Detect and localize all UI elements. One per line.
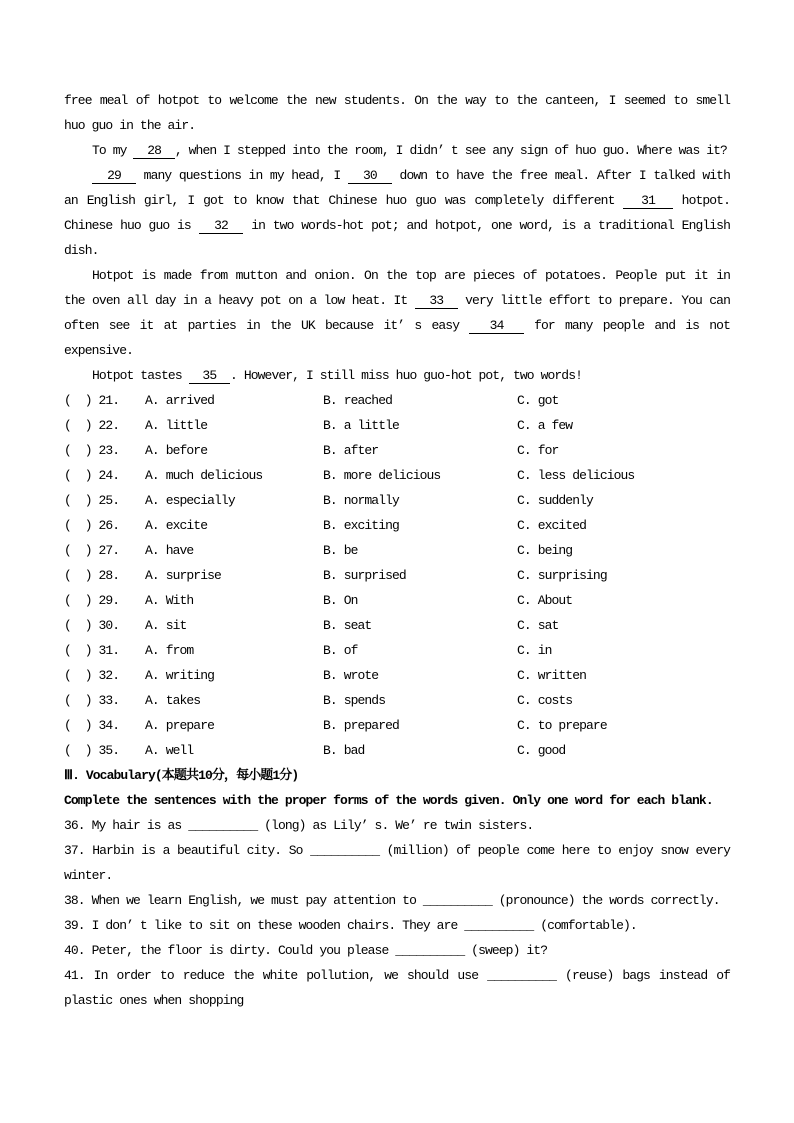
option-a: A. well [145, 743, 194, 758]
mc-question-row [64, 663, 730, 688]
mc-question-row [64, 513, 730, 538]
option-c: C. for [517, 443, 559, 458]
cloze-paragraph: 29 many questions in my head, I 30 down to have the free meal. After I talked with an English girl, I got to know that Chinese huo guo was completely different 31 hotpot. Chinese huo guo is 32 in two words-hot pot; and hotpot, one word, is a traditional English dish. [64, 168, 730, 258]
option-b: B. of [323, 643, 358, 658]
option-b: B. exciting [323, 518, 399, 533]
option-b: B. On [323, 593, 358, 608]
option-b: B. more delicious [323, 468, 441, 483]
cloze-blank: 28 [133, 143, 175, 158]
option-c: C. less delicious [517, 468, 635, 483]
option-a: A. especially [145, 493, 235, 508]
option-b: B. normally [323, 493, 399, 508]
option-c: C. suddenly [517, 493, 593, 508]
option-a: A. much delicious [145, 468, 263, 483]
cloze-blank: 30 [347, 168, 392, 183]
question-number: ( ) 32. [64, 668, 120, 683]
option-a: A. from [145, 643, 194, 658]
question-number: ( ) 28. [64, 568, 120, 583]
option-c: C. surprising [517, 568, 607, 583]
mc-question-row [64, 613, 730, 638]
mc-question-row [64, 388, 730, 413]
mc-question-row [64, 638, 730, 663]
option-a: A. little [145, 418, 208, 433]
option-c: C. costs [517, 693, 573, 708]
cloze-blank: 35 [188, 368, 231, 383]
vocab-item: 41. In order to reduce the white pollution, we should use __________ (reuse) bags instead of plastic ones when shopping [64, 968, 730, 1008]
cloze-blank: 34 [469, 318, 524, 333]
question-number: ( ) 26. [64, 518, 120, 533]
option-c: C. good [517, 743, 566, 758]
option-b: B. seat [323, 618, 372, 633]
option-c: C. written [517, 668, 587, 683]
option-a: A. With [145, 593, 194, 608]
option-b: B. spends [323, 693, 386, 708]
question-number: ( ) 25. [64, 493, 120, 508]
option-b: B. prepared [323, 718, 399, 733]
vocab-item: 39. I don’ t like to sit on these wooden chairs. They are __________ (comfortable). [64, 918, 637, 933]
question-number: ( ) 33. [64, 693, 120, 708]
option-a: A. before [145, 443, 208, 458]
vocab-item: 37. Harbin is a beautiful city. So __________ (million) of people come here to enjoy snow every winter. [64, 843, 730, 883]
option-b: B. reached [323, 393, 393, 408]
multiple-choice-list [64, 388, 730, 763]
option-c: C. a few [517, 418, 573, 433]
question-number: ( ) 30. [64, 618, 120, 633]
option-a: A. writing [145, 668, 215, 683]
option-a: A. sit [145, 618, 187, 633]
cloze-paragraph: Hotpot tastes 35 . However, I still miss huo guo-hot pot, two words! [92, 368, 583, 383]
option-c: C. to prepare [517, 718, 607, 733]
question-number: ( ) 29. [64, 593, 120, 608]
question-number: ( ) 24. [64, 468, 120, 483]
question-number: ( ) 21. [64, 393, 120, 408]
option-c: C. in [517, 643, 552, 658]
option-a: A. takes [145, 693, 201, 708]
vocab-item: 40. Peter, the floor is dirty. Could you please __________ (sweep) it? [64, 943, 548, 958]
mc-question-row [64, 713, 730, 738]
mc-question-row [64, 738, 730, 763]
mc-question-row [64, 538, 730, 563]
option-a: A. have [145, 543, 194, 558]
question-number: ( ) 23. [64, 443, 120, 458]
cloze-blank: 33 [414, 293, 458, 308]
option-a: A. arrived [145, 393, 215, 408]
mc-question-row [64, 488, 730, 513]
cloze-blank: 31 [623, 193, 673, 208]
option-c: C. excited [517, 518, 587, 533]
option-b: B. bad [323, 743, 365, 758]
cloze-passage [64, 88, 730, 388]
cloze-blank: 29 [92, 168, 137, 183]
vocab-item: 36. My hair is as __________ (long) as Lily’ s. We’ re twin sisters. [64, 818, 534, 833]
mc-question-row [64, 438, 730, 463]
option-a: A. prepare [145, 718, 215, 733]
cloze-paragraph: To my 28 , when I stepped into the room, I didn’ t see any sign of huo guo. Where was it? [92, 143, 727, 158]
mc-question-row [64, 588, 730, 613]
option-b: B. a little [323, 418, 399, 433]
question-number: ( ) 27. [64, 543, 120, 558]
question-number: ( ) 34. [64, 718, 120, 733]
mc-question-row [64, 563, 730, 588]
option-b: B. be [323, 543, 358, 558]
vocab-instruction: Complete the sentences with the proper forms of the words given. Only one word for each blank. [64, 793, 713, 808]
mc-question-row [64, 413, 730, 438]
vocab-item: 38. When we learn English, we must pay attention to __________ (pronounce) the words correctly. [64, 893, 720, 908]
vocab-item-list [64, 813, 730, 1013]
option-b: B. surprised [323, 568, 406, 583]
mc-question-row [64, 688, 730, 713]
option-a: A. surprise [145, 568, 221, 583]
option-c: C. got [517, 393, 559, 408]
cloze-paragraph: free meal of hotpot to welcome the new students. On the way to the canteen, I seemed to smell huo guo in the air. [64, 93, 730, 133]
mc-question-row [64, 463, 730, 488]
option-c: C. sat [517, 618, 559, 633]
question-number: ( ) 22. [64, 418, 120, 433]
cloze-blank: 32 [198, 218, 244, 233]
option-b: B. wrote [323, 668, 379, 683]
vocabulary-section-heading: Ⅲ. Vocabulary(本题共10分，每小题1分) [64, 768, 299, 783]
cloze-paragraph: Hotpot is made from mutton and onion. On the top are pieces of potatoes. People put it in the oven all day in a heavy pot on a low heat. It 33 very little effort to prepare. You can often see it at parties in the UK because it’ s easy 34 for many people and is not expensive. [64, 268, 730, 358]
option-c: C. being [517, 543, 573, 558]
question-number: ( ) 31. [64, 643, 120, 658]
option-c: C. About [517, 593, 573, 608]
question-number: ( ) 35. [64, 743, 120, 758]
option-b: B. after [323, 443, 379, 458]
option-a: A. excite [145, 518, 208, 533]
